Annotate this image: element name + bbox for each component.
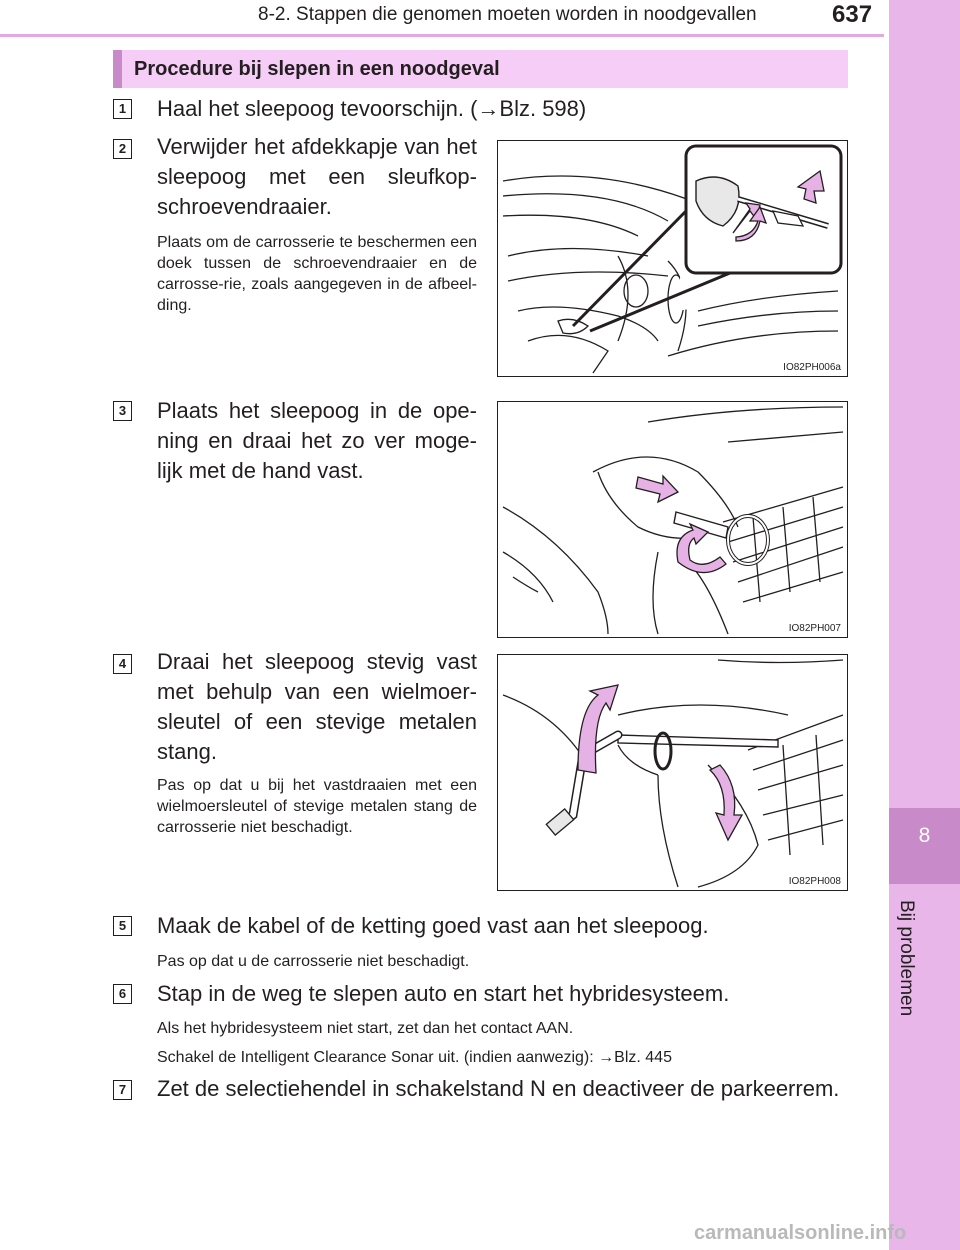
chapter-number: 8: [918, 824, 931, 847]
step-6-note-2: Schakel de Intelligent Clearance Sonar uit. (indien aanwezig): →Blz. 445: [157, 1049, 672, 1066]
page-number: 637: [832, 1, 873, 28]
step-number-1: 1: [113, 99, 132, 119]
step-number-4: 4: [113, 654, 132, 674]
step-6-text: Stap in de weg te slepen auto en start het hybridesysteem.: [157, 981, 730, 1006]
step-number-7: 7: [113, 1080, 132, 1100]
remove-cover-illustration: [498, 141, 848, 377]
step-3-text: Plaats het sleepoog in de ope-ning en draai het zo ver moge-lijk met de hand vast.: [157, 398, 477, 483]
procedure-heading: Procedure bij slepen in een noodgeval: [134, 58, 500, 80]
step-4-text: Draai het sleepoog stevig vast met behulp van een wielmoer-sleutel of een stevige metalen stang.: [157, 649, 477, 764]
step-4-note: Pas op dat u bij het vastdraaien met een wielmoersleutel of stevige metalen stang de carrosserie niet beschadigt.: [157, 777, 477, 836]
step-number-2: 2: [113, 139, 132, 159]
watermark: carmanualsonline.info: [694, 1222, 907, 1244]
figure-code-remove-cover: IO82PH006a: [783, 362, 841, 373]
step-number-3: 3: [113, 401, 132, 421]
figure-code-insert-towing-eye: IO82PH007: [788, 623, 841, 634]
step-1-text: Haal het sleepoog tevoorschijn. (→Blz. 598): [157, 96, 587, 121]
chapter-side-tab: [889, 0, 960, 1250]
step-number-6: 6: [113, 984, 132, 1004]
step-6-note: Als het hybridesysteem niet start, zet dan het contact AAN.: [157, 1020, 574, 1037]
chapter-label: Bij problemen: [896, 900, 917, 1017]
procedure-heading-bar: [113, 50, 848, 88]
tighten-towing-eye-illustration: [498, 655, 848, 891]
step-2-note: Plaats om de carrosserie te beschermen een doek tussen de schroevendraaier en de carrosse-rie, zoals aangegeven in de afbeel-ding.: [157, 234, 477, 314]
header-divider: [0, 34, 884, 37]
step-5-text: Maak de kabel of de ketting goed vast aan het sleepoog.: [157, 913, 709, 938]
step-2-text: Verwijder het afdekkapje van het sleepoog met een sleufkop-schroevendraaier.: [157, 134, 477, 219]
step-5-note: Pas op dat u de carrosserie niet beschadigt.: [157, 953, 470, 970]
figure-insert-towing-eye: [497, 401, 848, 638]
insert-towing-eye-illustration: [498, 402, 848, 638]
figure-tighten-towing-eye: [497, 654, 848, 891]
chapter-label-container: [895, 900, 925, 1030]
step-7-text: Zet de selectiehendel in schakelstand N en deactiveer de parkeerrem.: [157, 1076, 840, 1101]
step-number-5: 5: [113, 916, 132, 936]
section-title: 8-2. Stappen die genomen moeten worden in noodgevallen: [258, 4, 757, 25]
figure-code-tighten-towing-eye: IO82PH008: [788, 876, 841, 887]
figure-remove-cover: [497, 140, 848, 377]
